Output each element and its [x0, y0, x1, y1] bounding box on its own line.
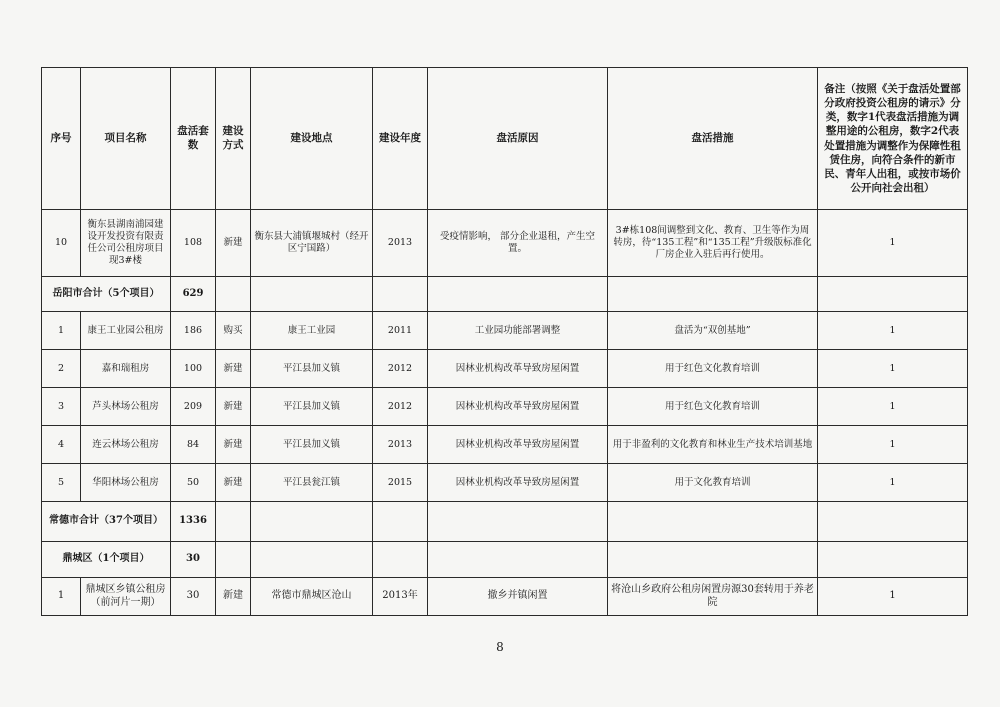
cell-location: 平江县瓮江镇 [251, 464, 373, 502]
cell-location: 平江县加义镇 [251, 426, 373, 464]
header-name: 项目名称 [81, 68, 171, 210]
cell-count: 209 [171, 388, 216, 426]
cell-measure: 将沧山乡政府公租房闲置房源30套转用于养老院 [608, 578, 818, 616]
table-row [42, 388, 968, 426]
cell-count: 100 [171, 350, 216, 388]
cell-count: 30 [171, 578, 216, 616]
header-method: 建设方式 [216, 68, 251, 210]
header-reason: 盘活原因 [428, 68, 608, 210]
cell-measure: 用于红色文化教育培训 [608, 350, 818, 388]
table-row [42, 464, 968, 502]
cell-seq: 3 [42, 388, 81, 426]
cell-method: 新建 [216, 210, 251, 277]
cell-location: 康王工业园 [251, 312, 373, 350]
cell-year: 2013 [373, 426, 428, 464]
cell-note: 1 [818, 426, 968, 464]
subtotal-label: 常德市合计（37个项目） [42, 502, 171, 542]
cell-year: 2013年 [373, 578, 428, 616]
cell-count: 108 [171, 210, 216, 277]
cell-note: 1 [818, 464, 968, 502]
cell-seq: 2 [42, 350, 81, 388]
table-row [42, 578, 968, 616]
subtotal-count: 1336 [171, 502, 216, 542]
cell-note: 1 [818, 312, 968, 350]
cell-year: 2015 [373, 464, 428, 502]
subtotal-row-dingcheng [42, 542, 968, 578]
cell-location: 衡东县大浦镇堰城村（经开区宁国路） [251, 210, 373, 277]
cell-measure: 盘活为“双创基地” [608, 312, 818, 350]
cell-seq: 10 [42, 210, 81, 277]
cell-year: 2011 [373, 312, 428, 350]
cell-name: 康王工业园公租房 [81, 312, 171, 350]
cell-reason: 因林业机构改革导致房屋闲置 [428, 388, 608, 426]
page-number: 8 [496, 640, 504, 654]
cell-note: 1 [818, 210, 968, 277]
cell-name: 衡东县湖南浦园建设开发投资有限责任公司公租房项目现3#楼 [81, 210, 171, 277]
subtotal-count: 30 [171, 542, 216, 578]
cell-location: 平江县加义镇 [251, 350, 373, 388]
table-row [42, 312, 968, 350]
cell-method: 新建 [216, 464, 251, 502]
cell-name: 嘉和瑞租房 [81, 350, 171, 388]
cell-count: 50 [171, 464, 216, 502]
header-note: 备注（按照《关于盘活处置部分政府投资公租房的请示》分类，数字1代表盘活措施为调整用途的公租房，数字2代表处置措施为调整作为保障性租赁住房，向符合条件的新市民、青年人出租，或按市场价公开向社会出租） [818, 68, 968, 210]
cell-reason: 工业园功能部署调整 [428, 312, 608, 350]
cell-method: 购买 [216, 312, 251, 350]
cell-measure: 用于文化教育培训 [608, 464, 818, 502]
cell-measure: 用于红色文化教育培训 [608, 388, 818, 426]
subtotal-label: 岳阳市合计（5个项目） [42, 277, 171, 312]
cell-reason: 因林业机构改革导致房屋闲置 [428, 350, 608, 388]
header-year: 建设年度 [373, 68, 428, 210]
cell-year: 2012 [373, 388, 428, 426]
subtotal-row-yueyang [42, 277, 968, 312]
header-row [42, 68, 968, 210]
cell-count: 186 [171, 312, 216, 350]
table-row [42, 210, 968, 277]
cell-year: 2012 [373, 350, 428, 388]
cell-name: 鼎城区乡镇公租房（前河片一期） [81, 578, 171, 616]
cell-reason: 撤乡并镇闲置 [428, 578, 608, 616]
cell-reason: 受疫情影响， 部分企业退租，产生空置。 [428, 210, 608, 277]
cell-measure: 3#栋108间调整到文化、教育、卫生等作为周转房，待“135工程”和“135工程”升级版标准化厂房企业入驻后再行使用。 [608, 210, 818, 277]
header-seq: 序号 [42, 68, 81, 210]
cell-count: 84 [171, 426, 216, 464]
idle-housing-table [41, 67, 968, 616]
cell-seq: 1 [42, 578, 81, 616]
cell-reason: 因林业机构改革导致房屋闲置 [428, 464, 608, 502]
cell-location: 常德市鼎城区沧山 [251, 578, 373, 616]
cell-name: 华阳林场公租房 [81, 464, 171, 502]
cell-name: 芦头林场公租房 [81, 388, 171, 426]
cell-seq: 5 [42, 464, 81, 502]
header-location: 建设地点 [251, 68, 373, 210]
cell-note: 1 [818, 350, 968, 388]
cell-name: 连云林场公租房 [81, 426, 171, 464]
cell-method: 新建 [216, 350, 251, 388]
table-row [42, 426, 968, 464]
header-count: 盘活套数 [171, 68, 216, 210]
cell-reason: 因林业机构改革导致房屋闲置 [428, 426, 608, 464]
cell-seq: 1 [42, 312, 81, 350]
table-row [42, 350, 968, 388]
cell-measure: 用于非盈利的文化教育和林业生产技术培训基地 [608, 426, 818, 464]
cell-method: 新建 [216, 426, 251, 464]
subtotal-label: 鼎城区（1个项目） [42, 542, 171, 578]
cell-note: 1 [818, 388, 968, 426]
cell-note: 1 [818, 578, 968, 616]
subtotal-count: 629 [171, 277, 216, 312]
cell-method: 新建 [216, 388, 251, 426]
cell-location: 平江县加义镇 [251, 388, 373, 426]
subtotal-row-changde [42, 502, 968, 542]
header-measure: 盘活措施 [608, 68, 818, 210]
cell-seq: 4 [42, 426, 81, 464]
cell-year: 2013 [373, 210, 428, 277]
cell-method: 新建 [216, 578, 251, 616]
